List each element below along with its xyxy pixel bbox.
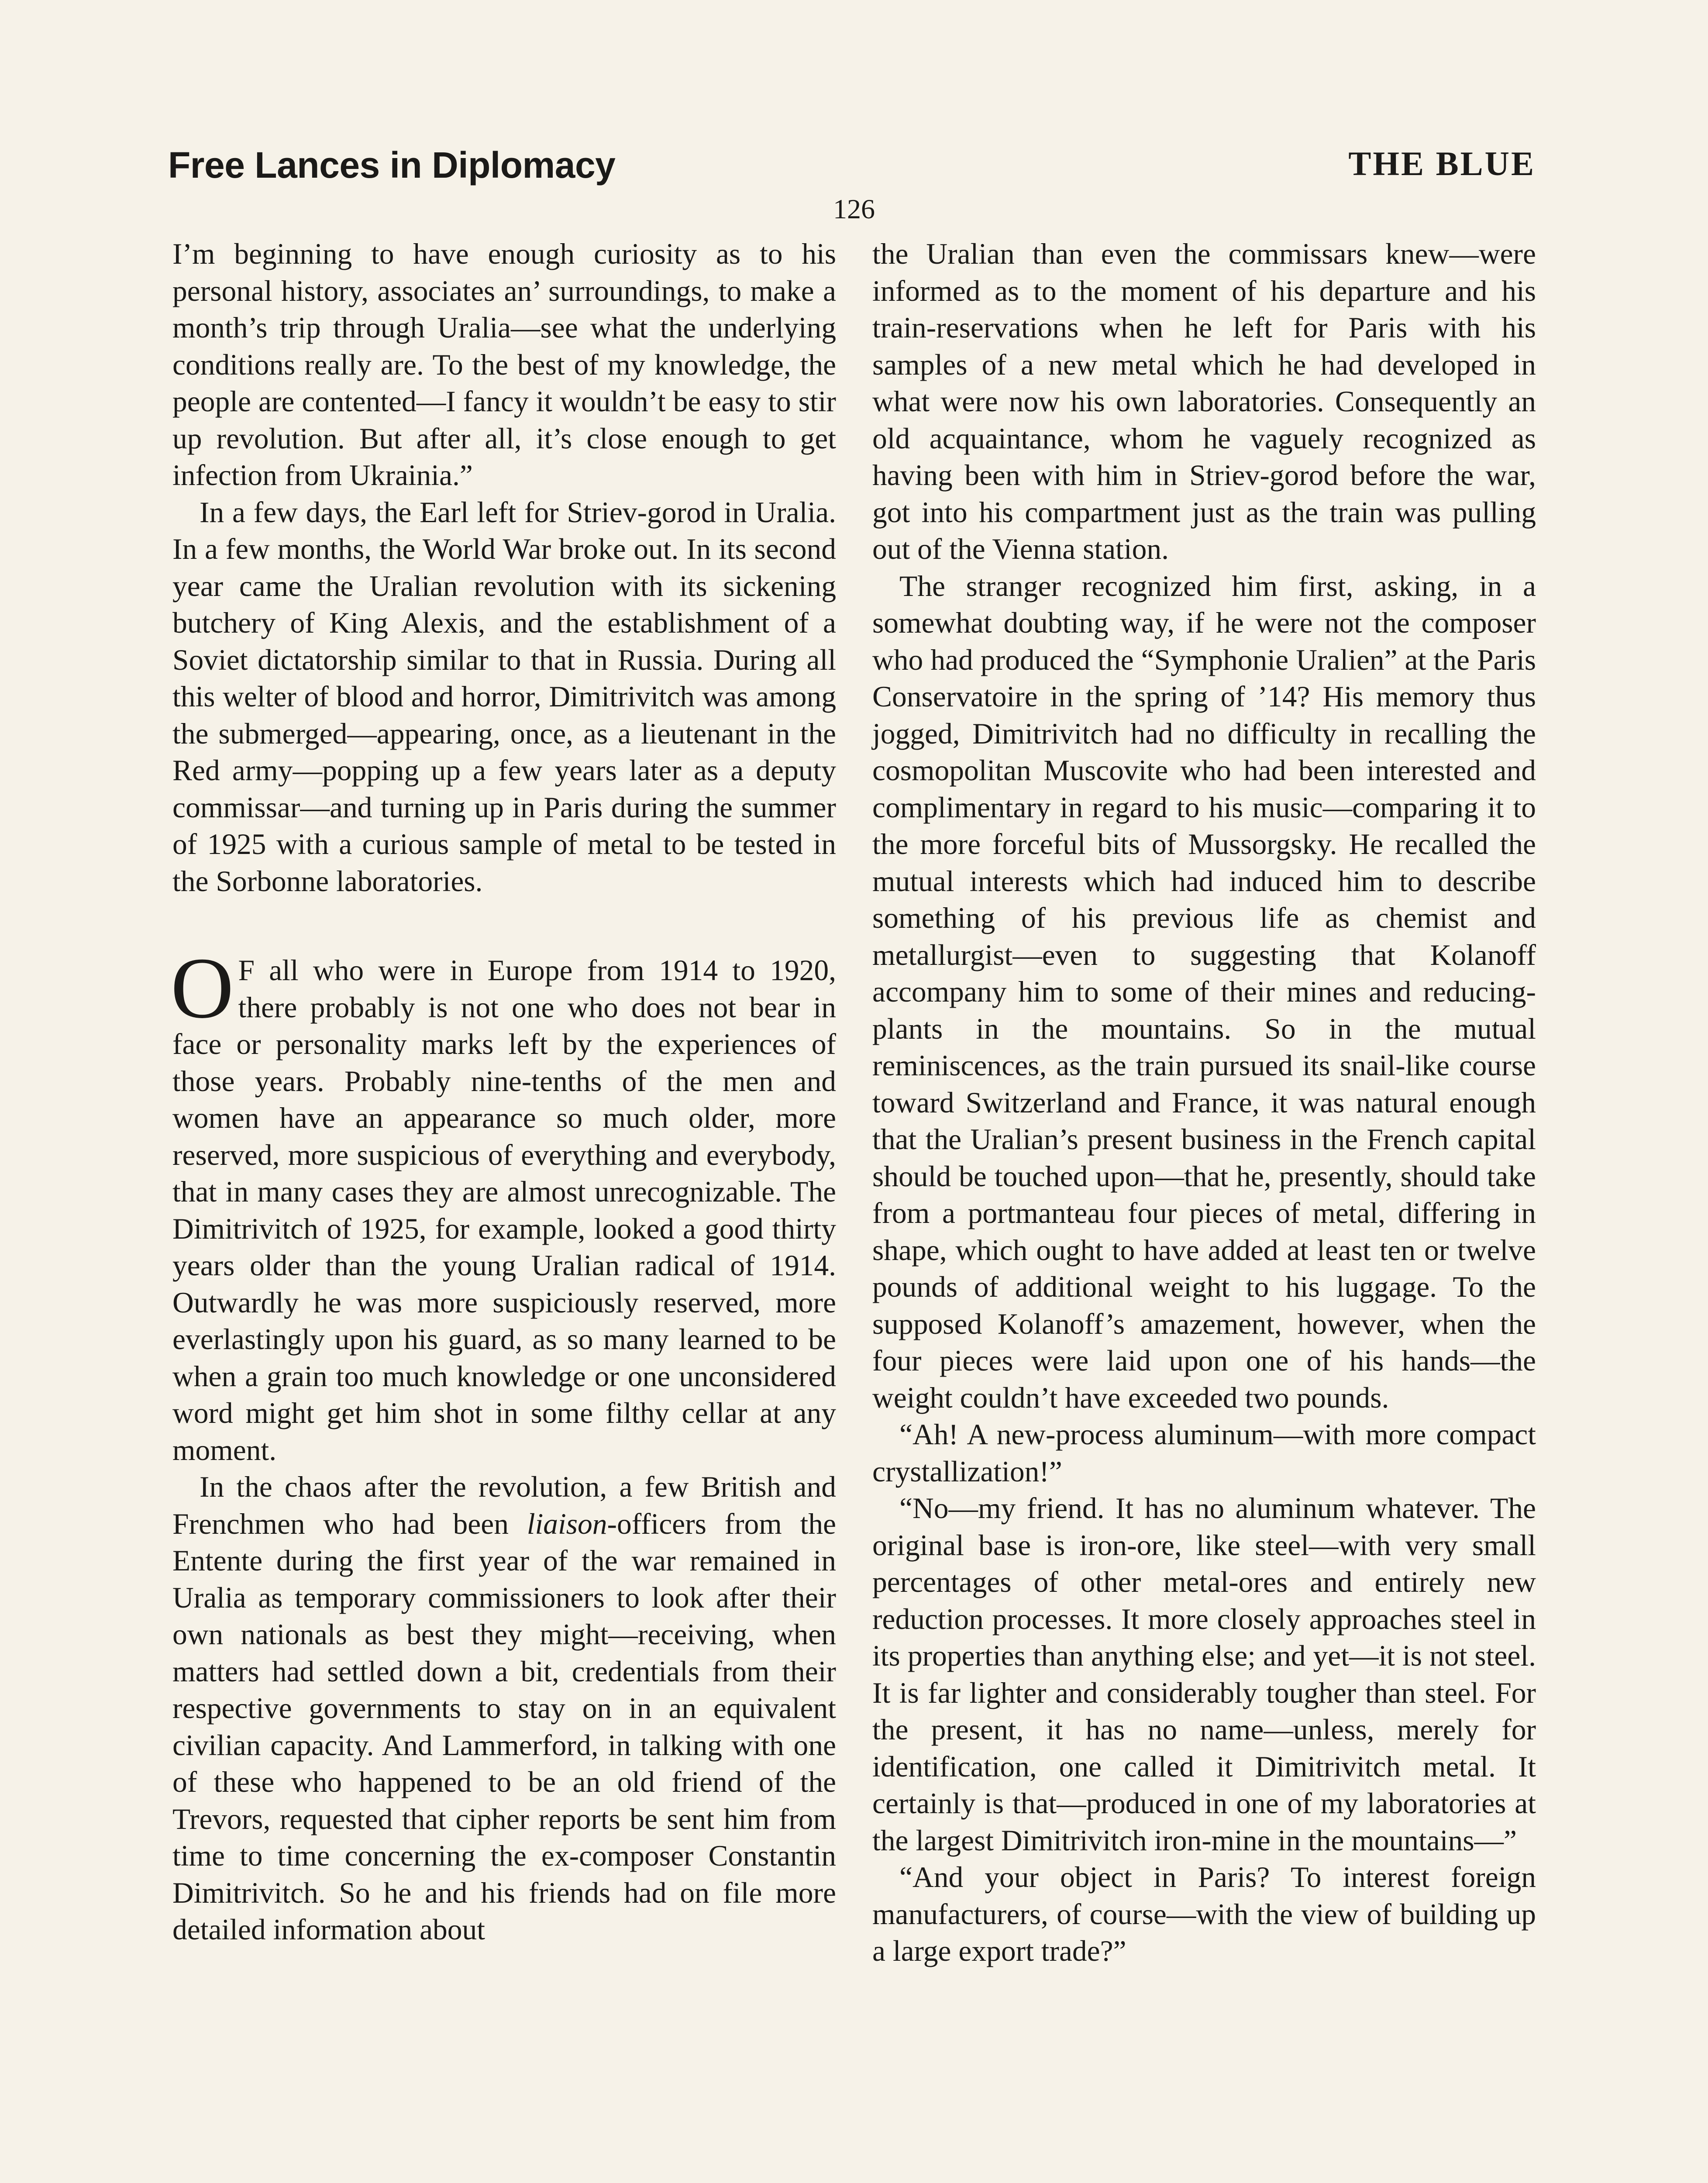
paragraph-text: In the chaos after the revolution, a few British and Frenchmen who had been [172, 1470, 836, 1540]
paragraph-text: -officers from the Entente during the first year of the war remained in Uralia as temporary commissioners to look after their own nationals as best they might—receiving, when matters had settled down a bit, credentials from their respective governments to stay on in an equivalent civilian capacity. And Lammerford, in talking with one of these who happened to be an old friend of the Trevors, requested that cipher reports be sent him from time to time concerning the ex-composer Constantin Dimitrivitch. So he and his friends had on file more detailed information about [172, 1507, 836, 1946]
paragraph-text: F all who were in Europe from 1914 to 1920, there probably is not one who does not bear in face or personality marks left by the experiences of those years. Probably nine-tenths of the men and women have an appearance so much older, more reserved, more suspicious of everything and everybody, that in many cases they are almost unrecognizable. The Dimitrivitch of 1925, for example, looked a good thirty years older than the young Uralian radical of 1914. Outwardly he was more suspiciously reserved, more everlastingly upon his guard, as so many learned to be when a grain too much knowledge or one unconsidered word might get him shot in some filthy cellar at any moment. [172, 954, 836, 1467]
page-number: 126 [833, 193, 875, 224]
left-column [172, 236, 836, 1949]
drop-cap: O [171, 940, 234, 1036]
running-head [168, 144, 1536, 201]
magazine-title: THE BLUE [1348, 145, 1536, 182]
paragraph: “No—my friend. It has no aluminum whatever. The original base is iron-ore, like steel—with very small percentages of other metal-ores and entirely new reduction processes. It more closely approaches steel in its properties than anything else; and yet—it is not steel. It is far lighter and considerably tougher than steel. For the present, it has no name—unless, merely for identification, one called it Dimitrivitch metal. It certainly is that—produced in one of my laboratories at the largest Dimitrivitch iron-mine in the mountains—” [872, 1492, 1536, 1857]
paragraph: the Uralian than even the commissars knew—were informed as to the moment of his departure and his train-reservations when he left for Paris with his samples of a new metal which he had developed in what were now his own laboratories. Consequently an old acquaintance, whom he vaguely recognized as having been with him in Striev-gorod before the war, got into his compartment just as the train was pulling out of the Vienna station. [872, 238, 1536, 565]
paragraph: “And your object in Paris? To interest foreign manufacturers, of course—with the view of building up a large export trade?” [872, 1861, 1536, 1967]
right-column [872, 236, 1536, 1970]
section-opening-paragraph [171, 940, 836, 1469]
italic-term: liaison [527, 1507, 607, 1540]
paragraph: I’m beginning to have enough curiosity as to his personal history, associates an’ surroundings, to make a month’s trip through Uralia—see what the underlying conditions really are. To the best of my knowledge, the people are contented—I fancy it wouldn’t be easy to stir up revolution. But after all, it’s close enough to get infection from Ukrainia.” [172, 238, 836, 492]
paragraph: The stranger recognized him first, asking, in a somewhat doubting way, if he were not the composer who had produced the “Symphonie Uralien” at the Paris Conservatoire in the spring of ’14? His memory thus jogged, Dimitrivitch had no difficulty in recalling the cosmopolitan Muscovite who had been interested and complimentary in regard to his music—comparing it to the more forceful bits of Mussorgsky. He recalled the mutual interests which had induced him to describe something of his previous life as chemist and metallurgist—even to suggesting that Kolanoff accompany him to some of their mines and reducing-plants in the mountains. So in the mutual reminiscences, as the train pursued its snail-like course toward Switzerland and France, it was natural enough that the Uralian’s present business in the French capital should be touched upon—that he, presently, should take from a portmanteau four pieces of metal, differing in shape, which ought to have added at least ten or twelve pounds of additional weight to his luggage. To the supposed Kolanoff’s amazement, however, when the four pieces were laid upon one of his hands—the weight couldn’t have exceeded two pounds. [872, 569, 1536, 1414]
paragraph [172, 1469, 836, 1949]
paragraph: “Ah! A new-process aluminum—with more compact crystallization!” [872, 1418, 1536, 1488]
paragraph: In a few days, the Earl left for Striev-gorod in Uralia. In a few months, the World War broke out. In its second year came the Uralian revolution with its sickening butchery of King Alexis, and the establishment of a Soviet dictatorship similar to that in Russia. During all this welter of blood and horror, Dimitrivitch was among the submerged—appearing, once, as a lieutenant in the Red army—popping up a few years later as a deputy commissar—and turning up in Paris during the summer of 1925 with a curious sample of metal to be tested in the Sorbonne laboratories. [172, 496, 836, 898]
story-title: Free Lances in Diplomacy [168, 145, 616, 186]
